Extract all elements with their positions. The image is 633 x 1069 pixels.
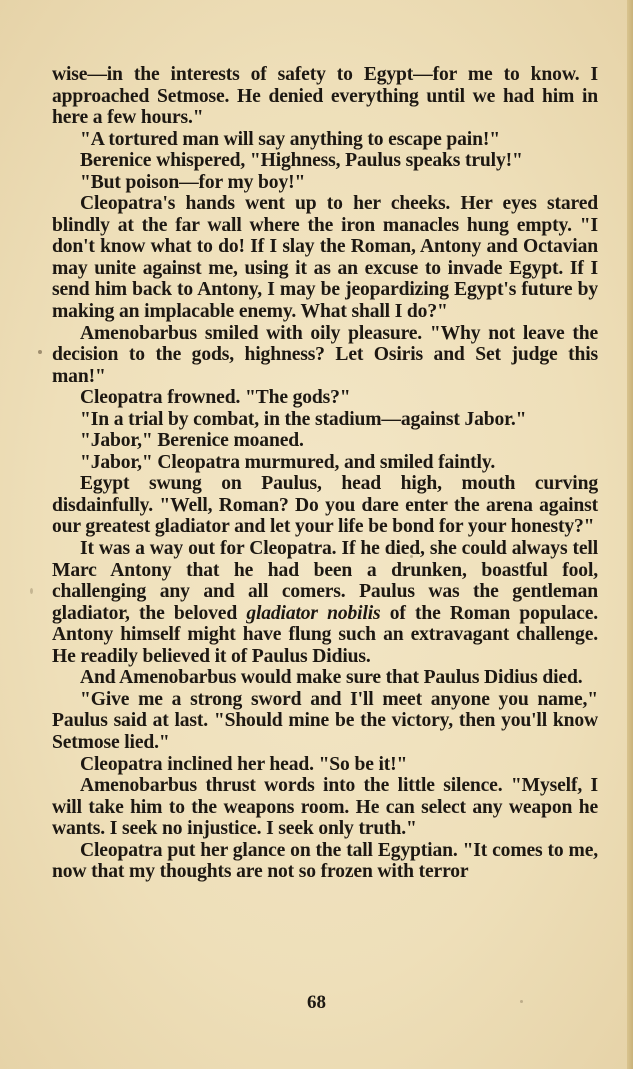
paragraph: And Amenobarbus would make sure that Paulus Didius died. [80,667,583,689]
paragraph-text: It was a way out for Cleopatra. If he died, she could always tell Marc Antony that he had been a drunken, boastful fool, challenging any and all comers. Paulus was the gentleman gladiator, the beloved [52,538,598,624]
italic-phrase: gladiator nobilis [246,602,381,624]
paragraph: Berenice whispered, "Highness, Paulus speaks truly!" [80,150,523,172]
paper-speck [38,350,42,354]
paragraph: "A tortured man will say anything to escape pain!" [80,128,500,150]
paragraph: Cleopatra put her glance on the tall Egyptian. "It comes to me, now that my thoughts are not so frozen with terror [52,839,598,883]
paragraph: Cleopatra frowned. "The gods?" [80,387,351,409]
paragraph-text: of the Roman populace. Antony himself might have flung such an extravagant challenge. He readily believed it of Paulus Didius. [52,602,598,667]
paragraph: wise—in the interests of safety to Egypt—for me to know. I approached Setmose. He denied everything until we had him in here a few hours." [52,64,598,129]
paper-speck [520,1000,523,1003]
paragraph: Cleopatra inclined her head. "So be it!" [80,753,408,775]
paper-speck [30,588,33,594]
paragraph: Amenobarbus smiled with oily pleasure. "Why not leave the decision to the gods, highness? Let Osiris and Set judge this man!" [52,322,598,387]
paper-speck [245,718,249,721]
paragraph: Egypt swung on Paulus, head high, mouth curving disdainfully. "Well, Roman? Do you dare enter the arena against our greatest gladiator and let your life be bond for your honesty?" [52,473,598,538]
paragraph: "Give me a strong sword and I'll meet anyone you name," Paulus said at last. "Should mine be the victory, then you'll know Setmose lied." [52,688,598,753]
paper-speck [410,555,413,558]
paragraph: "Jabor," Cleopatra murmured, and smiled faintly. [80,451,496,473]
paragraph: "But poison—for my boy!" [80,171,306,193]
page-edge [627,0,633,1069]
paragraph: "In a trial by combat, in the stadium—against Jabor." [80,408,527,430]
body-text [52,64,598,883]
paragraph: Amenobarbus thrust words into the little silence. "Myself, I will take him to the weapons room. He can select any weapon he wants. I seek no injustice. I seek only truth." [52,775,598,840]
paragraph: "Jabor," Berenice moaned. [80,430,304,452]
page-number: 68 [307,992,326,1013]
paragraph [52,538,598,667]
paragraph: Cleopatra's hands went up to her cheeks. Her eyes stared blindly at the far wall where the iron manacles hung empty. "I don't know what to do! If I slay the Roman, Antony and Octavian may unite against me, using it as an excuse to invade Egypt. If I send him back to Antony, I may be jeopardizing Egypt's future by making an implacable enemy. What shall I do?" [52,193,598,323]
